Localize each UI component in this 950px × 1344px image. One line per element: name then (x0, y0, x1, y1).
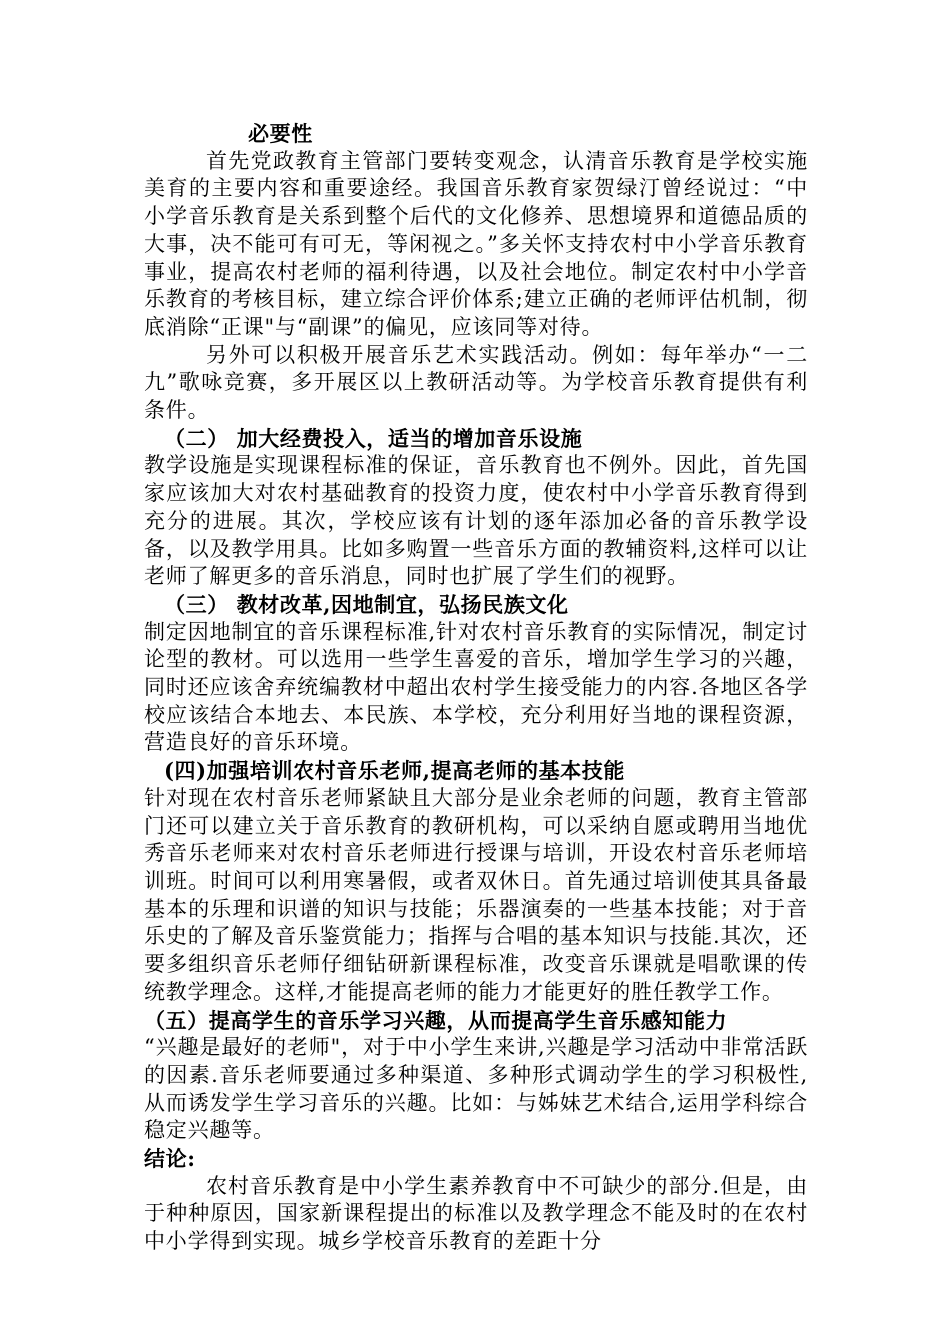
paragraph-7: 农村音乐教育是中小学生素养教育中不可缺少的部分.但是，由于种种原因，国家新课程提出的标准以及教学理念不能及时的在农村中小学得到实现。城乡学校音乐教育的差距十分 (144, 1173, 808, 1254)
heading-conclusion: 结论: (144, 1146, 196, 1172)
document-page (144, 120, 808, 1256)
paragraph-1: 首先党政教育主管部门要转变观念，认清音乐教育是学校实施美育的主要内容和重要途经。我国音乐教育家贺绿汀曾经说过：“中小学音乐教育是关系到整个后代的文化修养、思想境界和道德品质的大事，决不能可有可无，等闲视之。”多关怀支持农村中小学音乐教育事业，提高农村老师的福利待遇，以及社会地位。制定农村中小学音乐教育的考核目标，建立综合评价体系;建立正确的老师评估机制，彻底消除“正课"与“副课”的偏见，应该同等对待。 (144, 148, 808, 339)
heading-section-2: （二） 加大经费投入，适当的增加音乐设施 (164, 425, 583, 451)
heading-section-4: (四)加强培训农村音乐老师,提高老师的基本技能 (164, 758, 625, 784)
heading-section-3: （三） 教材改革,因地制宜，弘扬民族文化 (164, 591, 569, 617)
paragraph-4: 制定因地制宜的音乐课程标准,针对农村音乐教育的实际情况，制定讨论型的教材。可以选用一些学生喜爱的音乐，增加学生学习的兴趣，同时还应该舍弃统编教材中超出农村学生接受能力的内容.各地区各学校应该结合本地去、本民族、本学校，充分利用好当地的课程资源，营造良好的音乐环境。 (144, 619, 808, 755)
paragraph-2: 另外可以积极开展音乐艺术实践活动。例如：每年举办“一二九”歌咏竞赛，多开展区以上教研活动等。为学校音乐教育提供有利条件。 (144, 342, 808, 423)
heading-section-5: （五）提高学生的音乐学习兴趣，从而提高学生音乐感知能力 (144, 1007, 728, 1033)
paragraph-3: 教学设施是实现课程标准的保证，音乐教育也不例外。因此，首先国家应该加大对农村基础教育的投资力度，使农村中小学音乐教育得到充分的进展。其次，学校应该有计划的逐年添加必备的音乐教学设备，以及教学用具。比如多购置一些音乐方面的教辅资料,这样可以让老师了解更多的音乐消息，同时也扩展了学生们的视野。 (144, 453, 808, 589)
heading-necessity: 必要性 (248, 121, 313, 146)
paragraph-6: “兴趣是最好的老师"，对于中小学生来讲,兴趣是学习活动中非常活跃的因素.音乐老师要通过多种渠道、多种形式调动学生的学习积极性,从而诱发学生学习音乐的兴趣。比如：与姊妹艺术结合,运用学科综合稳定兴趣等。 (144, 1035, 808, 1143)
paragraph-5: 针对现在农村音乐老师紧缺且大部分是业余老师的问题，教育主管部门还可以建立关于音乐教育的教研机构，可以采纳自愿或聘用当地优秀音乐老师来对农村音乐老师进行授课与培训，开设农村音乐老师培训班。时间可以利用寒暑假，或者双休日。首先通过培训使其具备最基本的乐理和识谱的知识与技能；乐器演奏的一些基本技能；对于音乐史的了解及音乐鉴赏能力；指挥与合唱的基本知识与技能.其次，还要多组织音乐老师仔细钻研新课程标准，改变音乐课就是唱歌课的传统教学理念。这样,才能提高老师的能力才能更好的胜任教学工作。 (144, 785, 808, 1004)
